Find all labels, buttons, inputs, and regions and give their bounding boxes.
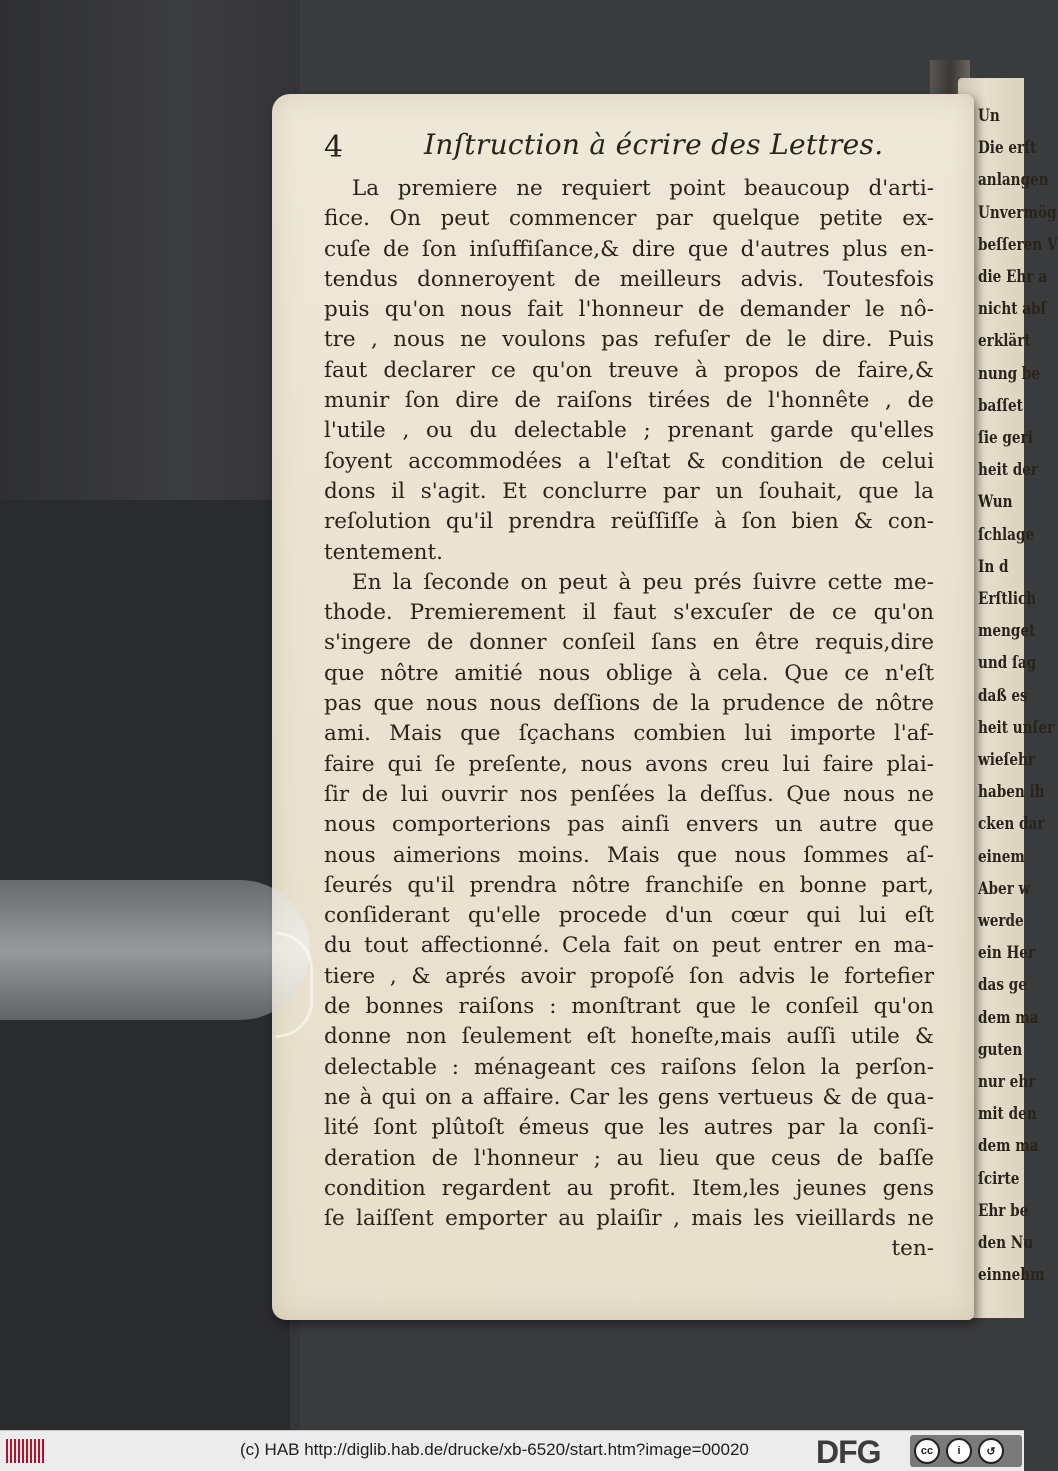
facing-page-fragment: ein Her [978, 943, 1036, 964]
text-line: lité ſont plûtoſt émeus que les autres par la conſi- [324, 1115, 934, 1141]
facing-page-fragment: nicht abſ [978, 299, 1047, 320]
catchword: ten- [891, 1236, 934, 1262]
text-line: dons il s'agit. Et conclurre par un ſouhait, que la [324, 478, 934, 504]
text-line: En la ſeconde on peut à peu prés ſuivre cette me- [352, 569, 934, 595]
text-line: tre , nous ne voulons pas refuſer de le dire. Puis [324, 327, 934, 353]
text-line: nous comporterions pas ainſi envers un autre que [324, 812, 934, 838]
facing-page-fragment: das ge [978, 975, 1027, 996]
facing-page-fragment: wieſehr [978, 750, 1036, 770]
text-line: conſiderant qu'elle procede d'un cœur qui lui eſt [324, 903, 934, 929]
facing-page-fragment: dem ma [978, 1007, 1039, 1028]
text-line: donne non ſeulement eſt honeſte,mais auſſi utile & [324, 1024, 934, 1050]
facing-page-fragment: einnehm [978, 1265, 1045, 1286]
text-line: tendus donneroyent de meilleurs advis. Toutesfois [324, 266, 934, 292]
by-icon: i [946, 1438, 972, 1464]
facing-page-fragment: die Ehr a [978, 267, 1048, 287]
page-number: 4 [324, 130, 344, 165]
text-line: nous aimerions moins. Mais que nous ſommes aſ- [324, 842, 934, 868]
facing-page-fragment: menget [978, 621, 1036, 642]
facing-page-fragment: erklärt [978, 331, 1031, 352]
facing-page-fragment: beſſeren V [978, 234, 1058, 255]
facing-page-fragment: haben ih [978, 782, 1045, 803]
text-line: munir ſon dire de raiſons tirées de l'honnête , de [324, 388, 934, 414]
facing-page-fragment: anlangen [978, 170, 1049, 191]
facing-page-fragment: mit den [978, 1104, 1037, 1125]
text-line: cuſe de ſon inſuffiſance,& dire que d'autres plus en- [324, 236, 934, 262]
facing-page-fragment: werde [978, 911, 1024, 931]
text-line: que nôtre amitié nous oblige à cela. Que ce n'eſt [324, 660, 934, 686]
barcode-icon [6, 1439, 46, 1463]
facing-page-fragment: Die erſt [978, 138, 1037, 159]
text-line: thode. Premierement il faut s'excuſer de ce qu'on [324, 600, 934, 626]
text-line: l'utile , ou du delectable ; prenant garde qu'elles [324, 418, 934, 444]
running-title: Inſtruction à écrire des Lettres. [424, 128, 884, 161]
text-line: tiere , & aprés avoir propoſé ſon advis le fortefier [324, 963, 934, 989]
text-line: faire qui ſe preſente, nous avons creu lui faire plai- [324, 751, 934, 777]
facing-page-fragment: ſie geri [978, 428, 1033, 448]
text-line: condition regardent au profit. Item,les jeunes gens [324, 1175, 934, 1201]
facing-page-fragment: und ſag [978, 653, 1037, 674]
facing-page-fragment: nung be [978, 363, 1041, 384]
facing-page-fragment: heit der [978, 460, 1039, 481]
text-line: fice. On peut commencer par quelque petite ex- [324, 206, 934, 232]
facing-page-fragment: baſſet [978, 395, 1023, 416]
text-line: puis qu'on nous fait l'honneur de demander le nô- [324, 297, 934, 323]
facing-page-fragment: Un [978, 106, 1000, 126]
facing-page-fragment: daß es [978, 685, 1028, 706]
text-line: de bonnes raiſons : monſtrant que le conſeil qu'on [324, 994, 934, 1020]
facing-page-fragment: Unvermög [978, 202, 1057, 223]
facing-page-fragment: einem [978, 846, 1025, 867]
cc-icon: cc [914, 1438, 940, 1464]
text-line: reſolution qu'il prendra reüſſiſſe à ſon bien & con- [324, 509, 934, 535]
text-line: ſir de lui ouvrir nos penſées la deſſus. Que nous ne [324, 781, 934, 807]
facing-page-fragment: cken dar [978, 814, 1045, 835]
license-badge[interactable] [910, 1435, 1022, 1467]
facing-page-fragment: den Nu [978, 1233, 1034, 1253]
text-line: ami. Mais que ſçachans combien lui importe l'af- [324, 721, 934, 747]
text-line: ſeurés qu'il prendra nôtre franchiſe en bonne part, [324, 872, 934, 898]
text-line: pas que nous nous deſſions de la prudence de nôtre [324, 691, 934, 717]
facing-page-fragment: guten [978, 1039, 1023, 1060]
text-line: La premiere ne requiert point beaucoup d'arti- [352, 176, 934, 201]
page-header [324, 126, 944, 166]
copyright-link[interactable]: (c) HAB http://diglib.hab.de/drucke/xb-6520/start.htm?image=00020 [240, 1440, 749, 1459]
text-line: s'ingere de donner conſeil ſans en être requis,dire [324, 630, 934, 656]
facing-page-fragment: Erſtlich [978, 589, 1037, 609]
text-line: ſoyent accommodées a l'eſtat & condition de celui [324, 448, 934, 474]
text-line: ne à qui on a affaire. Car les gens vertueus & de qua- [324, 1084, 934, 1110]
glass-clip [0, 880, 310, 1020]
text-line: delectable : ménageant ces raiſons ſelon la perſon- [324, 1054, 934, 1080]
facing-page-fragment: Wun [978, 492, 1013, 513]
facing-page-fragment: ſcirte [978, 1168, 1020, 1189]
facing-page-fragment: Ehr be [978, 1200, 1029, 1221]
facing-page-fragment: heit unſer [978, 717, 1055, 738]
facing-page-fragment: In d [978, 556, 1009, 577]
text-line: faut declarer ce qu'on treuve à propos de faire,& [324, 357, 934, 383]
facing-page-fragment: Aber w [978, 878, 1031, 899]
facing-page-fragment: ſchlage [978, 524, 1035, 545]
sa-icon: ↺ [978, 1438, 1004, 1464]
footer-bar [0, 1430, 1024, 1471]
book-page [272, 94, 974, 1320]
facing-page-fragment: nur ehr [978, 1072, 1036, 1092]
text-line: du tout affectionné. Cela fait on peut entrer en ma- [324, 933, 934, 959]
body-text [324, 174, 934, 1265]
text-line: deration de l'honneur ; au lieu que ceus de baſſe [324, 1145, 934, 1171]
text-line: ſe laiſſent emporter au plaiſir , mais les vieillards ne [324, 1206, 934, 1232]
facing-page-fragment: dem ma [978, 1136, 1039, 1157]
dfg-logo: DFG [816, 1434, 881, 1470]
text-line: tentement. [324, 539, 444, 565]
